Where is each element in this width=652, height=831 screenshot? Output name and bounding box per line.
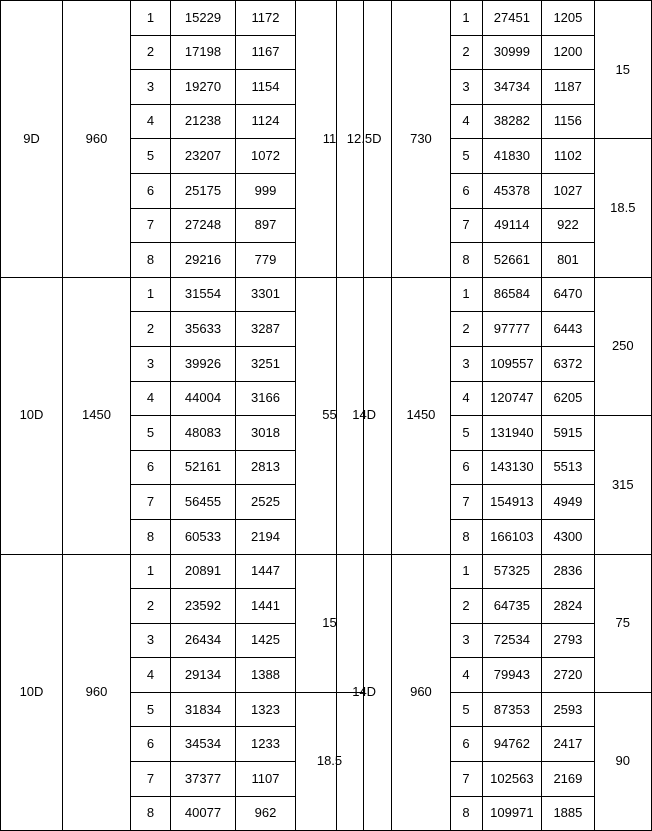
value-b-cell: 779 (236, 243, 296, 278)
index-cell: 2 (131, 35, 171, 70)
index-cell: 8 (450, 519, 482, 554)
value-b-cell: 6372 (542, 346, 594, 381)
value-a-cell: 27248 (171, 208, 236, 243)
value-a-cell: 48083 (171, 416, 236, 451)
value-a-cell: 72534 (482, 623, 542, 658)
value-a-cell: 41830 (482, 139, 542, 174)
power-cell: 1450 (392, 277, 450, 554)
value-c-cell: 15 (594, 1, 651, 139)
value-a-cell: 143130 (482, 450, 542, 485)
value-a-cell: 49114 (482, 208, 542, 243)
value-b-cell: 3018 (236, 416, 296, 451)
model-cell: 14D (337, 277, 392, 554)
value-b-cell: 1233 (236, 727, 296, 762)
table-row (337, 554, 652, 589)
index-cell: 2 (131, 312, 171, 347)
table-row (1, 554, 364, 589)
index-cell: 8 (131, 243, 171, 278)
value-a-cell: 29216 (171, 243, 236, 278)
value-a-cell: 79943 (482, 658, 542, 693)
value-a-cell: 57325 (482, 554, 542, 589)
value-a-cell: 29134 (171, 658, 236, 693)
value-a-cell: 19270 (171, 70, 236, 105)
model-cell: 12.5D (337, 1, 392, 278)
value-b-cell: 1323 (236, 692, 296, 727)
value-b-cell: 1027 (542, 173, 594, 208)
value-a-cell: 31834 (171, 692, 236, 727)
value-a-cell: 23592 (171, 589, 236, 624)
value-c-cell: 315 (594, 416, 651, 554)
power-cell: 960 (392, 554, 450, 831)
value-a-cell: 38282 (482, 104, 542, 139)
value-b-cell: 3251 (236, 346, 296, 381)
index-cell: 4 (450, 658, 482, 693)
value-b-cell: 801 (542, 243, 594, 278)
spec-table-right (336, 0, 652, 831)
value-a-cell: 86584 (482, 277, 542, 312)
index-cell: 1 (450, 554, 482, 589)
value-b-cell: 962 (236, 796, 296, 831)
value-b-cell: 1425 (236, 623, 296, 658)
value-b-cell: 1167 (236, 35, 296, 70)
index-cell: 8 (450, 796, 482, 831)
value-a-cell: 60533 (171, 519, 236, 554)
value-b-cell: 2593 (542, 692, 594, 727)
value-a-cell: 44004 (171, 381, 236, 416)
value-b-cell: 2813 (236, 450, 296, 485)
value-c-cell: 250 (594, 277, 651, 415)
value-b-cell: 1154 (236, 70, 296, 105)
value-b-cell: 3301 (236, 277, 296, 312)
value-a-cell: 52661 (482, 243, 542, 278)
value-a-cell: 45378 (482, 173, 542, 208)
index-cell: 4 (450, 104, 482, 139)
index-cell: 8 (131, 796, 171, 831)
value-a-cell: 154913 (482, 485, 542, 520)
value-b-cell: 1172 (236, 1, 296, 36)
value-a-cell: 109557 (482, 346, 542, 381)
value-b-cell: 2720 (542, 658, 594, 693)
index-cell: 4 (131, 658, 171, 693)
index-cell: 1 (450, 1, 482, 36)
value-b-cell: 2793 (542, 623, 594, 658)
value-a-cell: 34534 (171, 727, 236, 762)
value-a-cell: 52161 (171, 450, 236, 485)
power-cell: 1450 (63, 277, 131, 554)
value-a-cell: 27451 (482, 1, 542, 36)
index-cell: 7 (450, 762, 482, 797)
index-cell: 1 (131, 554, 171, 589)
value-a-cell: 56455 (171, 485, 236, 520)
value-b-cell: 897 (236, 208, 296, 243)
index-cell: 1 (450, 277, 482, 312)
model-cell: 10D (1, 277, 63, 554)
index-cell: 6 (450, 727, 482, 762)
index-cell: 5 (450, 692, 482, 727)
value-c-cell: 18.5 (594, 139, 651, 277)
value-b-cell: 2824 (542, 589, 594, 624)
value-a-cell: 30999 (482, 35, 542, 70)
index-cell: 7 (450, 208, 482, 243)
index-cell: 1 (131, 277, 171, 312)
value-b-cell: 6470 (542, 277, 594, 312)
value-b-cell: 2169 (542, 762, 594, 797)
value-b-cell: 1072 (236, 139, 296, 174)
value-a-cell: 39926 (171, 346, 236, 381)
value-b-cell: 999 (236, 173, 296, 208)
index-cell: 4 (131, 104, 171, 139)
value-c-cell: 18.5 (296, 692, 364, 830)
power-cell: 730 (392, 1, 450, 278)
value-b-cell: 922 (542, 208, 594, 243)
value-b-cell: 1107 (236, 762, 296, 797)
power-cell: 960 (63, 1, 131, 278)
value-b-cell: 4300 (542, 519, 594, 554)
value-a-cell: 21238 (171, 104, 236, 139)
model-cell: 10D (1, 554, 63, 831)
value-b-cell: 3287 (236, 312, 296, 347)
index-cell: 8 (131, 519, 171, 554)
index-cell: 7 (131, 208, 171, 243)
value-c-cell: 11 (296, 1, 364, 278)
index-cell: 2 (450, 35, 482, 70)
value-b-cell: 2194 (236, 519, 296, 554)
index-cell: 3 (450, 623, 482, 658)
value-a-cell: 64735 (482, 589, 542, 624)
index-cell: 3 (450, 70, 482, 105)
index-cell: 5 (131, 139, 171, 174)
index-cell: 3 (450, 346, 482, 381)
index-cell: 5 (450, 139, 482, 174)
value-c-cell: 55 (296, 277, 364, 554)
value-a-cell: 35633 (171, 312, 236, 347)
value-a-cell: 94762 (482, 727, 542, 762)
index-cell: 3 (131, 346, 171, 381)
value-b-cell: 1441 (236, 589, 296, 624)
value-a-cell: 120747 (482, 381, 542, 416)
value-a-cell: 26434 (171, 623, 236, 658)
value-b-cell: 5513 (542, 450, 594, 485)
index-cell: 2 (450, 589, 482, 624)
index-cell: 7 (450, 485, 482, 520)
table-row (1, 277, 364, 312)
value-a-cell: 37377 (171, 762, 236, 797)
value-b-cell: 1388 (236, 658, 296, 693)
value-c-cell: 90 (594, 692, 651, 830)
index-cell: 8 (450, 243, 482, 278)
index-cell: 6 (131, 173, 171, 208)
value-c-cell: 75 (594, 554, 651, 692)
value-b-cell: 6205 (542, 381, 594, 416)
index-cell: 6 (450, 450, 482, 485)
value-b-cell: 5915 (542, 416, 594, 451)
value-b-cell: 4949 (542, 485, 594, 520)
value-b-cell: 1205 (542, 1, 594, 36)
value-b-cell: 1187 (542, 70, 594, 105)
index-cell: 7 (131, 762, 171, 797)
value-b-cell: 1124 (236, 104, 296, 139)
index-cell: 2 (131, 589, 171, 624)
index-cell: 5 (450, 416, 482, 451)
index-cell: 4 (450, 381, 482, 416)
value-b-cell: 1885 (542, 796, 594, 831)
value-a-cell: 109971 (482, 796, 542, 831)
table-row (1, 1, 364, 36)
index-cell: 7 (131, 485, 171, 520)
value-a-cell: 17198 (171, 35, 236, 70)
value-a-cell: 166103 (482, 519, 542, 554)
value-a-cell: 97777 (482, 312, 542, 347)
value-a-cell: 23207 (171, 139, 236, 174)
value-a-cell: 25175 (171, 173, 236, 208)
index-cell: 1 (131, 1, 171, 36)
index-cell: 6 (131, 450, 171, 485)
value-b-cell: 1447 (236, 554, 296, 589)
table-row (337, 1, 652, 36)
value-a-cell: 102563 (482, 762, 542, 797)
value-a-cell: 31554 (171, 277, 236, 312)
value-a-cell: 87353 (482, 692, 542, 727)
index-cell: 2 (450, 312, 482, 347)
value-b-cell: 2836 (542, 554, 594, 589)
value-a-cell: 131940 (482, 416, 542, 451)
model-cell: 14D (337, 554, 392, 831)
index-cell: 5 (131, 416, 171, 451)
value-b-cell: 1156 (542, 104, 594, 139)
value-b-cell: 6443 (542, 312, 594, 347)
value-b-cell: 1102 (542, 139, 594, 174)
index-cell: 3 (131, 623, 171, 658)
value-c-cell: 15 (296, 554, 364, 692)
index-cell: 3 (131, 70, 171, 105)
power-cell: 960 (63, 554, 131, 831)
index-cell: 6 (131, 727, 171, 762)
value-a-cell: 20891 (171, 554, 236, 589)
value-a-cell: 40077 (171, 796, 236, 831)
model-cell: 9D (1, 1, 63, 278)
value-a-cell: 15229 (171, 1, 236, 36)
value-b-cell: 1200 (542, 35, 594, 70)
value-b-cell: 3166 (236, 381, 296, 416)
table-row (337, 277, 652, 312)
value-b-cell: 2417 (542, 727, 594, 762)
value-b-cell: 2525 (236, 485, 296, 520)
index-cell: 4 (131, 381, 171, 416)
index-cell: 5 (131, 692, 171, 727)
index-cell: 6 (450, 173, 482, 208)
value-a-cell: 34734 (482, 70, 542, 105)
